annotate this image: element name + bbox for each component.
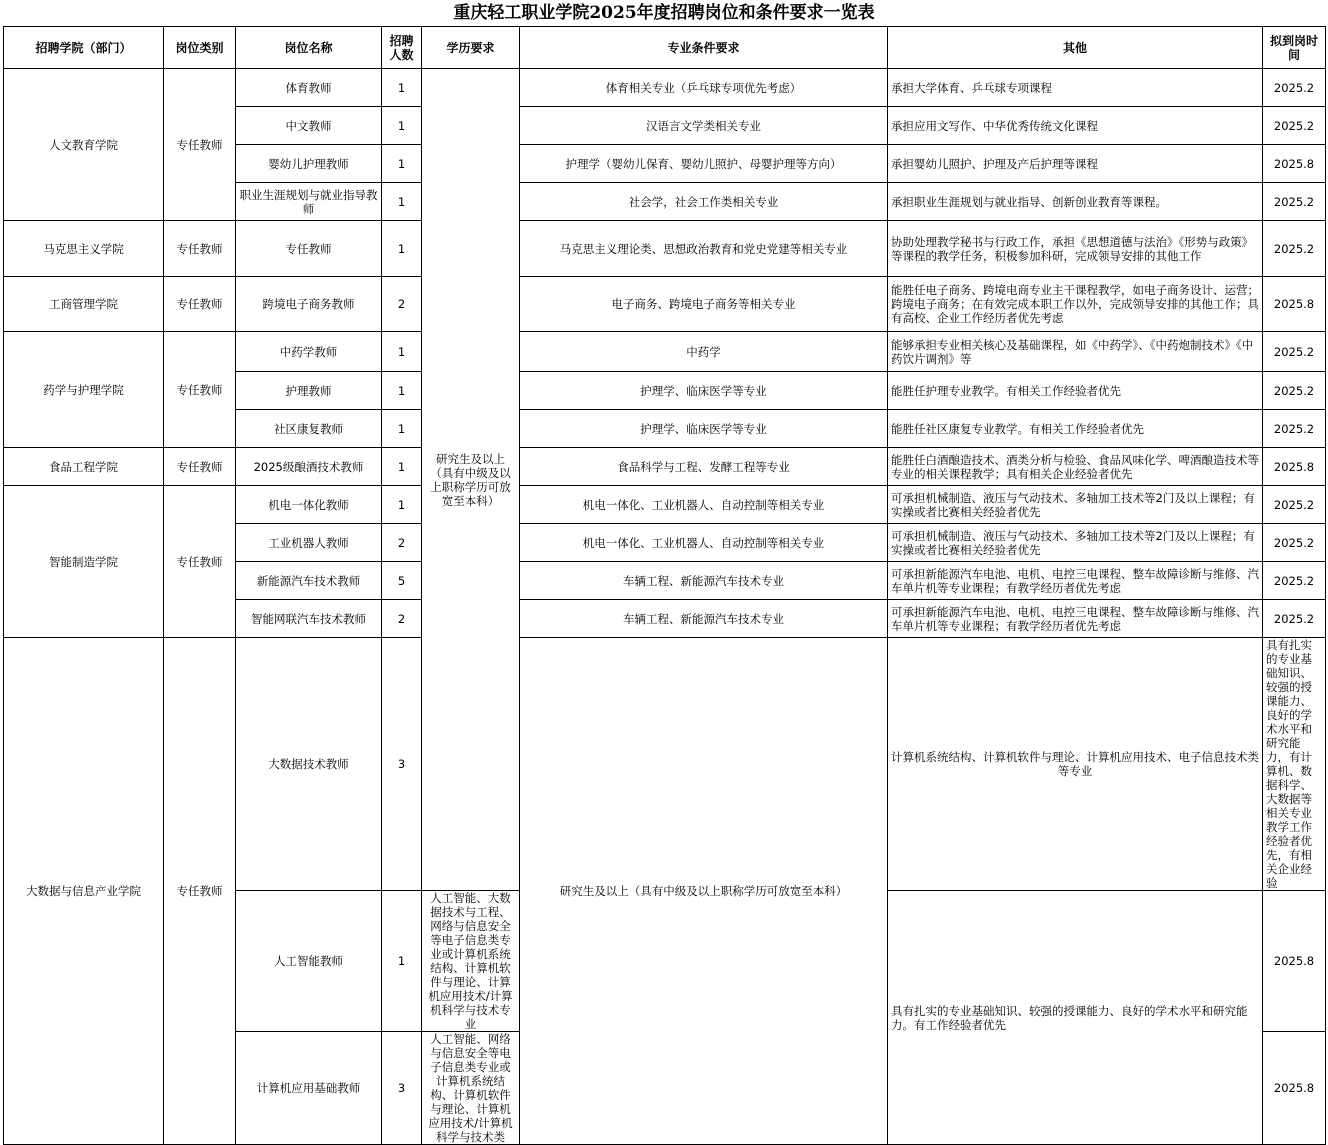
other-cell: 能胜任社区康复专业教学。有相关工作经验者优先 xyxy=(888,410,1263,448)
major-cell: 护理学、临床医学等专业 xyxy=(520,410,888,448)
dept-cell: 人文教育学院 xyxy=(4,69,164,221)
other-cell: 可承担机械制造、液压与气动技术、多轴加工技术等2门及以上课程；有实操或者比赛相关经验者优先 xyxy=(888,486,1263,524)
date-cell: 2025.2 xyxy=(1263,332,1326,372)
count-cell: 2 xyxy=(382,524,422,562)
dept-cell: 马克思主义学院 xyxy=(4,221,164,277)
count-cell: 1 xyxy=(382,448,422,486)
post-cell: 跨境电子商务教师 xyxy=(236,277,382,332)
major-cell: 体育相关专业（乒乓球专项优先考虑） xyxy=(520,69,888,107)
major-cell: 车辆工程、新能源汽车技术专业 xyxy=(520,562,888,600)
post-cell: 职业生涯规划与就业指导教师 xyxy=(236,183,382,221)
count-cell: 1 xyxy=(382,69,422,107)
dept-cell: 智能制造学院 xyxy=(4,486,164,638)
major-cell: 中药学 xyxy=(520,332,888,372)
table-row xyxy=(4,221,1326,277)
table-header-row xyxy=(4,27,1326,69)
post-cell: 计算机应用基础教师 xyxy=(236,1032,382,1145)
header-count: 招聘人数 xyxy=(382,27,422,69)
dept-cell: 大数据与信息产业学院 xyxy=(4,638,164,1145)
other-cell: 承担职业生涯规划与就业指导、创新创业教育等课程。 xyxy=(888,183,1263,221)
major-cell: 电子商务、跨境电子商务等相关专业 xyxy=(520,277,888,332)
type-cell: 专任教师 xyxy=(164,638,236,1145)
date-cell: 2025.8 xyxy=(1263,448,1326,486)
post-cell: 护理教师 xyxy=(236,372,382,410)
other-cell: 承担大学体育、乒乓球专项课程 xyxy=(888,69,1263,107)
date-cell: 2025.8 xyxy=(1263,1032,1326,1145)
post-cell: 中文教师 xyxy=(236,107,382,145)
date-cell: 2025.2 xyxy=(1263,372,1326,410)
other-cell: 承担应用文写作、中华优秀传统文化课程 xyxy=(888,107,1263,145)
education-cell: 研究生及以上（具有中级及以上职称学历可放宽至本科） xyxy=(520,638,888,1145)
count-cell: 1 xyxy=(382,486,422,524)
post-cell: 中药学教师 xyxy=(236,332,382,372)
major-cell: 护理学、临床医学等专业 xyxy=(520,372,888,410)
type-cell: 专任教师 xyxy=(164,486,236,638)
other-cell: 可承担新能源汽车电池、电机、电控三电课程、整车故障诊断与维修、汽车单片机等专业课程；有教学经历者优先考虑 xyxy=(888,600,1263,638)
post-cell: 智能网联汽车技术教师 xyxy=(236,600,382,638)
page-title: 重庆轻工职业学院2025年度招聘岗位和条件要求一览表 xyxy=(453,3,875,23)
post-cell: 工业机器人教师 xyxy=(236,524,382,562)
count-cell: 1 xyxy=(382,183,422,221)
other-cell: 可承担机械制造、液压与气动技术、多轴加工技术等2门及以上课程；有实操或者比赛相关经验者优先 xyxy=(888,524,1263,562)
header-education: 学历要求 xyxy=(422,27,520,69)
major-cell: 护理学（婴幼儿保育、婴幼儿照护、母婴护理等方向） xyxy=(520,145,888,183)
post-cell: 大数据技术教师 xyxy=(236,638,382,891)
count-cell: 1 xyxy=(382,372,422,410)
major-cell: 机电一体化、工业机器人、自动控制等相关专业 xyxy=(520,524,888,562)
type-cell: 专任教师 xyxy=(164,332,236,448)
count-cell: 1 xyxy=(382,145,422,183)
table-row xyxy=(4,332,1326,372)
dept-cell: 工商管理学院 xyxy=(4,277,164,332)
other-cell: 具有扎实的专业基础知识、较强的授课能力、良好的学术水平和研究能力。有工作经验者优先 xyxy=(888,891,1263,1145)
type-cell: 专任教师 xyxy=(164,69,236,221)
major-cell: 人工智能、大数据技术与工程、网络与信息安全等电子信息类专业或计算机系统结构、计算机软件与理论、计算机应用技术/计算机科学与技术专业 xyxy=(422,891,520,1032)
other-cell: 具有扎实的专业基础知识、较强的授课能力、良好的学术水平和研究能力，有计算机、数据科学、大数据等相关专业教学工作经验者优先，有相关企业经验 xyxy=(1263,638,1326,891)
other-cell: 协助处理教学秘书与行政工作，承担《思想道德与法治》《形势与政策》等课程的教学任务，积极参加科研，完成领导安排的其他工作 xyxy=(888,221,1263,277)
count-cell: 2 xyxy=(382,277,422,332)
type-cell: 专任教师 xyxy=(164,221,236,277)
count-cell: 1 xyxy=(382,332,422,372)
major-cell: 汉语言文学类相关专业 xyxy=(520,107,888,145)
major-cell: 车辆工程、新能源汽车技术专业 xyxy=(520,600,888,638)
education-cell: 研究生及以上（具有中级及以上职称学历可放宽至本科） xyxy=(422,69,520,891)
type-cell: 专任教师 xyxy=(164,277,236,332)
date-cell: 2025.2 xyxy=(1263,410,1326,448)
other-cell: 能够承担专业相关核心及基础课程，如《中药学》、《中药炮制技术》《中药饮片调剂》等 xyxy=(888,332,1263,372)
other-cell: 能胜任护理专业教学。有相关工作经验者优先 xyxy=(888,372,1263,410)
date-cell: 2025.2 xyxy=(1263,69,1326,107)
date-cell: 2025.2 xyxy=(1263,524,1326,562)
table-row xyxy=(4,277,1326,332)
type-cell: 专任教师 xyxy=(164,448,236,486)
major-cell: 人工智能、网络与信息安全等电子信息类专业或计算机系统结构、计算机软件与理论、计算机应用技术/计算机科学与技术类 xyxy=(422,1032,520,1145)
date-cell: 2025.8 xyxy=(1263,145,1326,183)
post-cell: 体育教师 xyxy=(236,69,382,107)
table-row xyxy=(4,448,1326,486)
post-cell: 社区康复教师 xyxy=(236,410,382,448)
post-cell: 新能源汽车技术教师 xyxy=(236,562,382,600)
date-cell: 2025.8 xyxy=(1263,277,1326,332)
header-other: 其他 xyxy=(888,27,1263,69)
post-cell: 机电一体化教师 xyxy=(236,486,382,524)
count-cell: 1 xyxy=(382,221,422,277)
date-cell: 2025.2 xyxy=(1263,221,1326,277)
header-dept: 招聘学院（部门） xyxy=(4,27,164,69)
dept-cell: 药学与护理学院 xyxy=(4,332,164,448)
date-cell: 2025.2 xyxy=(1263,562,1326,600)
header-major: 专业条件要求 xyxy=(520,27,888,69)
post-cell: 2025级酿酒技术教师 xyxy=(236,448,382,486)
count-cell: 5 xyxy=(382,562,422,600)
post-cell: 人工智能教师 xyxy=(236,891,382,1032)
major-cell: 社会学，社会工作类相关专业 xyxy=(520,183,888,221)
major-cell: 计算机系统结构、计算机软件与理论、计算机应用技术、电子信息技术类等专业 xyxy=(888,638,1263,891)
header-date: 拟到岗时间 xyxy=(1263,27,1326,69)
other-cell: 能胜任电子商务、跨境电商专业主干课程教学，如电子商务设计、运营；跨境电子商务；在有效完成本职工作以外，完成领导安排的其他工作；具有高校、企业工作经历者优先考虑 xyxy=(888,277,1263,332)
count-cell: 3 xyxy=(382,638,422,891)
table-row xyxy=(4,486,1326,524)
other-cell: 能胜任白酒酿造技术、酒类分析与检验、食品风味化学、啤酒酿造技术等专业的相关课程教学；具有相关企业经验者优先 xyxy=(888,448,1263,486)
major-cell: 食品科学与工程、发酵工程等专业 xyxy=(520,448,888,486)
recruitment-table xyxy=(3,26,1326,1145)
count-cell: 1 xyxy=(382,410,422,448)
count-cell: 3 xyxy=(382,1032,422,1145)
major-cell: 机电一体化、工业机器人、自动控制等相关专业 xyxy=(520,486,888,524)
header-post: 岗位名称 xyxy=(236,27,382,69)
other-cell: 承担婴幼儿照护、护理及产后护理等课程 xyxy=(888,145,1263,183)
post-cell: 专任教师 xyxy=(236,221,382,277)
count-cell: 1 xyxy=(382,891,422,1032)
major-cell: 马克思主义理论类、思想政治教育和党史党建等相关专业 xyxy=(520,221,888,277)
post-cell: 婴幼儿护理教师 xyxy=(236,145,382,183)
count-cell: 1 xyxy=(382,107,422,145)
date-cell: 2025.2 xyxy=(1263,600,1326,638)
date-cell: 2025.2 xyxy=(1263,107,1326,145)
header-type: 岗位类别 xyxy=(164,27,236,69)
table-row xyxy=(4,638,1326,891)
other-cell: 可承担新能源汽车电池、电机、电控三电课程、整车故障诊断与维修、汽车单片机等专业课程；有教学经历者优先考虑 xyxy=(888,562,1263,600)
date-cell: 2025.2 xyxy=(1263,183,1326,221)
table-row xyxy=(4,69,1326,107)
date-cell: 2025.2 xyxy=(1263,486,1326,524)
date-cell: 2025.8 xyxy=(1263,891,1326,1032)
dept-cell: 食品工程学院 xyxy=(4,448,164,486)
count-cell: 2 xyxy=(382,600,422,638)
